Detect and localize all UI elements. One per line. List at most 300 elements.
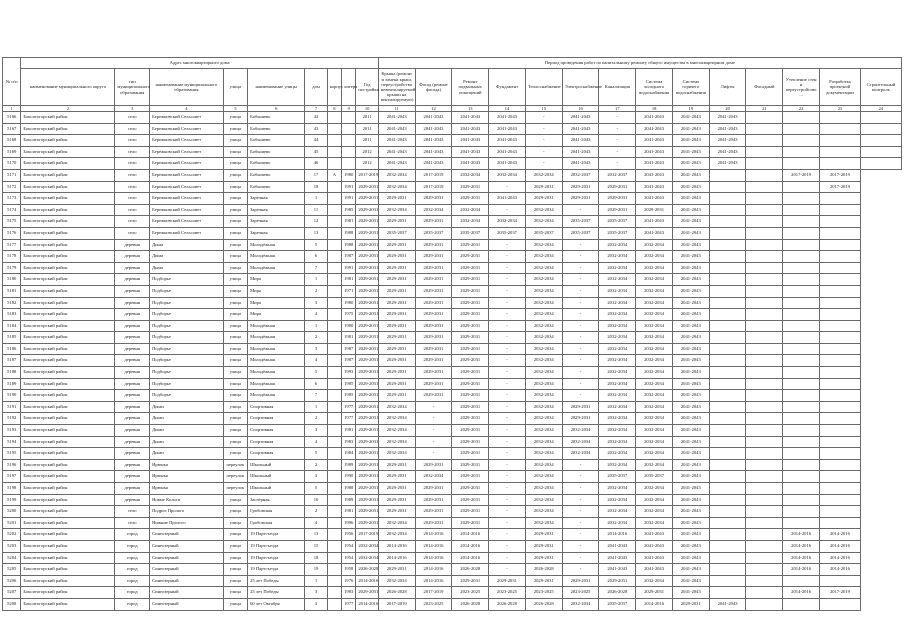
table-cell: улица	[223, 320, 248, 332]
table-cell: 2029-2031	[525, 575, 562, 587]
table-cell	[327, 506, 341, 518]
table-cell	[746, 587, 783, 599]
table-cell: деревня	[115, 425, 150, 437]
table-cell: 1977	[342, 401, 356, 413]
table-cell: 1981	[342, 425, 356, 437]
table-cell: 5200	[3, 506, 21, 518]
header-control: Строительный контроль	[860, 69, 901, 106]
table-cell	[327, 274, 341, 286]
table-cell: 2029-2031	[415, 239, 452, 251]
table-cell: 1993	[342, 367, 356, 379]
table-cell	[783, 367, 820, 379]
table-cell: -	[562, 552, 599, 564]
table-cell: 2041-2043	[636, 123, 673, 135]
table-cell: -	[489, 471, 526, 483]
table-cell: 5186	[3, 343, 21, 355]
table-cell: 2017-2019	[356, 529, 378, 541]
table-cell: 2032-2034	[599, 506, 636, 518]
table-row	[3, 262, 902, 274]
table-cell: Заречная	[248, 193, 305, 205]
table-cell: -	[489, 309, 526, 321]
table-cell: 5196	[3, 459, 21, 471]
table-cell	[820, 135, 861, 147]
table-cell	[783, 459, 820, 471]
table-cell: -	[489, 262, 526, 274]
table-cell: -	[489, 332, 526, 344]
table-cell: -	[599, 146, 636, 158]
table-cell: 2032-2034	[378, 448, 415, 460]
table-cell: 5180	[3, 274, 21, 286]
table-cell: 2032-2034	[599, 448, 636, 460]
table-cell: 2029-2031	[452, 390, 489, 402]
table-cell	[783, 216, 820, 228]
table-cell: 2029-2031	[378, 320, 415, 332]
table-cell: 13	[305, 227, 327, 239]
table-cell: 2032-2034	[636, 517, 673, 529]
table-row	[3, 332, 902, 344]
table-row	[3, 227, 902, 239]
table-cell: 2041-2043	[672, 320, 709, 332]
table-cell: 2032-2034	[636, 285, 673, 297]
housing-repair-table	[2, 57, 902, 611]
table-cell	[820, 274, 861, 286]
table-cell: 2035-2037	[599, 598, 636, 610]
header-canal: Канализация	[599, 69, 636, 106]
table-row	[3, 448, 902, 460]
table-cell: 2032-2034	[599, 367, 636, 379]
table-cell: 1983	[342, 587, 356, 599]
table-row	[3, 135, 902, 147]
table-cell	[820, 193, 861, 205]
table-cell: 2032-2034	[525, 390, 562, 402]
table-cell: 2029-2031	[356, 274, 378, 286]
table-cell	[783, 471, 820, 483]
table-cell: село	[115, 193, 150, 205]
column-number: 10	[356, 106, 378, 112]
table-cell: 2014-2016	[783, 587, 820, 599]
table-cell	[783, 378, 820, 390]
table-cell: Заозёрная	[248, 494, 305, 506]
table-row	[3, 529, 902, 541]
table-cell: 2029-2031	[452, 343, 489, 355]
table-cell	[783, 135, 820, 147]
table-cell: 16	[305, 494, 327, 506]
table-cell: 2014-2016	[415, 564, 452, 576]
table-cell: Бережковский Сельсовет	[150, 204, 224, 216]
table-cell: 1980	[342, 297, 356, 309]
table-cell: 2032-2034	[636, 355, 673, 367]
table-cell: 2041-2043	[489, 158, 526, 170]
table-cell: Молодёжная	[248, 251, 305, 263]
table-cell: 2032-2034	[525, 274, 562, 286]
table-cell	[783, 332, 820, 344]
table-cell: 2029-2031	[356, 413, 378, 425]
table-cell: Бокситогорский район	[21, 262, 115, 274]
table-cell: 2032-2034	[636, 448, 673, 460]
table-cell: 2032-2034	[636, 575, 673, 587]
table-cell: 2026-2028	[599, 587, 636, 599]
table-row	[3, 413, 902, 425]
table-cell: 2041-2043	[709, 598, 746, 610]
table-cell: 2041-2043	[636, 227, 673, 239]
table-cell: улица	[223, 564, 248, 576]
table-cell: 2026-2028	[452, 598, 489, 610]
table-cell: 2014-2016	[820, 564, 861, 576]
table-cell: 2029-2031	[489, 575, 526, 587]
table-cell	[860, 123, 901, 135]
header-heat: Теплоснабжение	[525, 69, 562, 106]
table-cell: 2029-2031	[525, 540, 562, 552]
table-cell: 2041-2043	[672, 251, 709, 263]
table-cell: 2032-2034	[415, 471, 452, 483]
table-cell	[783, 483, 820, 495]
table-cell: 2041-2043	[672, 135, 709, 147]
table-cell	[746, 123, 783, 135]
table-cell: 2032-2034	[599, 320, 636, 332]
table-cell: 2029-2031	[415, 459, 452, 471]
table-cell	[860, 135, 901, 147]
table-cell: Бокситогорский район	[21, 274, 115, 286]
table-cell: 5171	[3, 169, 21, 181]
table-cell: 2041-2043	[672, 506, 709, 518]
table-cell: 2041-2043	[672, 575, 709, 587]
table-cell: улица	[223, 204, 248, 216]
table-cell: 2041-2043	[672, 552, 709, 564]
column-number: 24	[860, 106, 901, 112]
table-cell: 3	[305, 297, 327, 309]
table-cell: 1996	[342, 517, 356, 529]
table-cell: -	[489, 425, 526, 437]
column-number: 21	[746, 106, 783, 112]
table-cell: Заречная	[248, 204, 305, 216]
table-cell: Ирюнья	[150, 471, 224, 483]
table-cell: улица	[223, 216, 248, 228]
table-cell	[860, 146, 901, 158]
table-cell: 2014-2016	[820, 552, 861, 564]
table-cell: 2032-2034	[599, 239, 636, 251]
table-cell: 2029-2031	[525, 529, 562, 541]
table-cell: 2041-2043	[709, 135, 746, 147]
table-cell	[709, 227, 746, 239]
table-cell	[709, 343, 746, 355]
table-cell: Синеозерный	[150, 587, 224, 599]
table-cell: 2029-2031	[356, 204, 378, 216]
table-cell: 1956	[342, 529, 356, 541]
table-cell: 2041-2043	[672, 227, 709, 239]
header-basement: Ремонт подвальных помещений	[452, 69, 489, 106]
column-number: 15	[525, 106, 562, 112]
table-cell: 2035-2037	[599, 216, 636, 228]
table-cell: Бокситогорский район	[21, 158, 115, 170]
table-cell: город	[115, 540, 150, 552]
table-cell: Мира	[248, 285, 305, 297]
table-cell: 2029-2031	[356, 494, 378, 506]
table-cell: улица	[223, 390, 248, 402]
table-cell: 2041-2043	[636, 158, 673, 170]
table-cell: 19	[305, 564, 327, 576]
table-cell	[746, 297, 783, 309]
table-cell: 1989	[342, 494, 356, 506]
table-cell: Бокситогорский район	[21, 390, 115, 402]
table-cell: 2041-2043	[672, 540, 709, 552]
table-cell: 2029-2031	[356, 309, 378, 321]
table-cell: 2014-2016	[415, 540, 452, 552]
table-cell: -	[562, 459, 599, 471]
header-foundation: Фундамент	[489, 69, 526, 106]
table-cell: 2029-2031	[415, 274, 452, 286]
table-cell: 2032-2034	[599, 425, 636, 437]
column-number: 5	[223, 106, 248, 112]
table-row	[3, 204, 902, 216]
table-cell: Бокситогорский район	[21, 343, 115, 355]
header-street-type: улица	[223, 69, 248, 106]
table-cell	[709, 436, 746, 448]
table-cell: 2032-2034	[525, 367, 562, 379]
table-cell: 2029-2031	[415, 343, 452, 355]
table-cell: Бокситогорский район	[21, 425, 115, 437]
table-cell: 2041-2043	[672, 332, 709, 344]
table-cell	[783, 123, 820, 135]
table-cell: 2026-2028	[489, 598, 526, 610]
table-cell: 2041-2043	[672, 146, 709, 158]
table-cell: 2041-2043	[636, 552, 673, 564]
table-cell: 2029-2031	[452, 517, 489, 529]
table-cell: 2041-2043	[709, 146, 746, 158]
table-cell: 5194	[3, 436, 21, 448]
table-cell: улица	[223, 378, 248, 390]
table-cell: улица	[223, 343, 248, 355]
table-cell: 1985	[342, 390, 356, 402]
table-cell: 3	[305, 598, 327, 610]
table-cell	[709, 517, 746, 529]
table-cell: -	[489, 448, 526, 460]
table-cell: 5201	[3, 517, 21, 529]
table-cell	[783, 413, 820, 425]
table-cell: 1981	[342, 216, 356, 228]
table-cell	[746, 506, 783, 518]
table-cell: 2035-2037	[599, 227, 636, 239]
table-cell	[709, 169, 746, 181]
table-cell	[746, 355, 783, 367]
table-row	[3, 390, 902, 402]
table-cell: 2032-2034	[599, 483, 636, 495]
table-cell: Подборье	[150, 297, 224, 309]
table-cell: Нижние Пролого	[150, 517, 224, 529]
table-cell	[746, 564, 783, 576]
table-cell: село	[115, 506, 150, 518]
table-cell: село	[115, 216, 150, 228]
table-cell: -	[562, 204, 599, 216]
table-cell	[746, 227, 783, 239]
table-cell	[327, 112, 341, 124]
table-cell: 5173	[3, 193, 21, 205]
table-cell: 2041-2043	[489, 135, 526, 147]
table-cell: 1	[305, 401, 327, 413]
table-cell: 1988	[342, 227, 356, 239]
table-cell: 2014-2016	[356, 575, 378, 587]
table-cell: село	[115, 181, 150, 193]
table-cell: 2035-2037	[562, 227, 599, 239]
table-cell	[709, 309, 746, 321]
table-cell	[746, 262, 783, 274]
table-cell: 2029-2031	[356, 425, 378, 437]
table-cell: 2032-2034	[636, 413, 673, 425]
column-number: 6	[248, 106, 305, 112]
table-cell: улица	[223, 239, 248, 251]
table-cell: 15	[305, 540, 327, 552]
table-cell: деревня	[115, 309, 150, 321]
table-cell: 2035-2037	[489, 227, 526, 239]
table-cell: 2014-2016	[452, 552, 489, 564]
table-cell: 1	[305, 575, 327, 587]
table-cell	[342, 112, 356, 124]
table-cell: 2035-2037	[562, 216, 599, 228]
table-cell: Дыми	[150, 425, 224, 437]
table-cell: 17	[305, 169, 327, 181]
table-cell	[746, 436, 783, 448]
table-cell: 5172	[3, 181, 21, 193]
table-cell: 5195	[3, 448, 21, 460]
table-cell: 19 Партсъезда	[248, 540, 305, 552]
table-cell: -	[525, 158, 562, 170]
table-cell: 2032-2034	[525, 378, 562, 390]
table-cell: 2032-2034	[452, 169, 489, 181]
table-cell: 5183	[3, 309, 21, 321]
table-cell: -	[525, 135, 562, 147]
table-cell	[820, 251, 861, 263]
table-cell	[709, 459, 746, 471]
table-cell	[709, 320, 746, 332]
table-cell: 2041-2043	[672, 390, 709, 402]
table-row	[3, 355, 902, 367]
table-cell	[709, 332, 746, 344]
table-cell	[820, 216, 861, 228]
table-cell: -	[562, 320, 599, 332]
table-cell: 2032-2034	[525, 309, 562, 321]
header-street-name: наименование улицы	[248, 69, 305, 106]
table-cell	[783, 401, 820, 413]
table-cell: 2029-2031	[599, 575, 636, 587]
table-cell: 2032-2034	[636, 343, 673, 355]
table-cell: улица	[223, 552, 248, 564]
table-cell: 2041-2043	[672, 169, 709, 181]
table-cell: Синеозерный	[150, 552, 224, 564]
table-cell	[709, 216, 746, 228]
table-cell: 2041-2043	[636, 529, 673, 541]
table-cell	[820, 506, 861, 518]
table-cell: 1989	[342, 459, 356, 471]
column-number: 16	[562, 106, 599, 112]
table-cell: 2029-2031	[356, 367, 378, 379]
header-electric: Электроснабжение	[562, 69, 599, 106]
table-cell: Бобышево	[248, 112, 305, 124]
table-cell: 2032-2034	[378, 413, 415, 425]
table-cell	[327, 227, 341, 239]
table-cell: 1991	[342, 193, 356, 205]
table-cell: 2029-2031	[356, 448, 378, 460]
table-cell	[820, 158, 861, 170]
table-cell: 2029-2031	[378, 251, 415, 263]
table-row	[3, 297, 902, 309]
table-cell: 2041-2043	[452, 158, 489, 170]
table-cell	[783, 517, 820, 529]
table-cell: 4	[305, 517, 327, 529]
table-cell	[746, 343, 783, 355]
table-cell: 2041-2043	[636, 169, 673, 181]
table-row	[3, 401, 902, 413]
table-cell: деревня	[115, 448, 150, 460]
table-cell: 2041-2043	[562, 135, 599, 147]
table-cell: 2014-2016	[452, 540, 489, 552]
table-cell: Новые Кологи	[150, 494, 224, 506]
table-cell: 2029-2031	[356, 587, 378, 599]
table-cell: 2029-2031	[415, 251, 452, 263]
table-cell: 5193	[3, 425, 21, 437]
table-cell: 2032-2034	[636, 425, 673, 437]
column-number: 4	[150, 106, 224, 112]
table-cell: деревня	[115, 367, 150, 379]
table-cell: 2041-2043	[672, 239, 709, 251]
table-cell: город	[115, 587, 150, 599]
table-cell: 5178	[3, 251, 21, 263]
table-cell: деревня	[115, 390, 150, 402]
column-number: 17	[599, 106, 636, 112]
table-cell: 5166	[3, 112, 21, 124]
table-cell	[820, 367, 861, 379]
table-cell: 2014-2016	[452, 529, 489, 541]
table-cell	[342, 135, 356, 147]
table-cell: 2029-2031	[562, 413, 599, 425]
table-cell: Школьный	[248, 459, 305, 471]
table-cell: 5175	[3, 216, 21, 228]
table-cell: 5207	[3, 587, 21, 599]
table-cell: деревня	[115, 251, 150, 263]
table-cell: 2023-2025	[525, 587, 562, 599]
table-cell	[860, 158, 901, 170]
table-cell: Спортивная	[248, 425, 305, 437]
table-cell: -	[489, 540, 526, 552]
table-cell: 5179	[3, 262, 21, 274]
table-cell	[746, 401, 783, 413]
table-cell: 1987	[342, 355, 356, 367]
table-cell	[783, 285, 820, 297]
table-cell	[746, 378, 783, 390]
table-cell: Подборье	[150, 343, 224, 355]
table-cell: 2032-2034	[525, 425, 562, 437]
table-row	[3, 540, 902, 552]
table-cell: село	[115, 135, 150, 147]
table-cell: Бокситогорский район	[21, 564, 115, 576]
table-cell: деревня	[115, 378, 150, 390]
table-cell: Бережковский Сельсовет	[150, 158, 224, 170]
table-cell	[746, 471, 783, 483]
table-cell	[709, 378, 746, 390]
table-cell: 2	[305, 506, 327, 518]
table-cell	[327, 146, 341, 158]
table-cell	[327, 436, 341, 448]
table-cell	[327, 587, 341, 599]
table-cell: 2035-2037	[525, 227, 562, 239]
table-cell: 2029-2031	[525, 181, 562, 193]
table-cell: 2029-2031	[599, 204, 636, 216]
column-number: 12	[415, 106, 452, 112]
table-cell: 2023-2025	[489, 587, 526, 599]
table-cell	[820, 239, 861, 251]
table-cell: Бокситогорский район	[21, 239, 115, 251]
table-cell: 5177	[3, 239, 21, 251]
table-cell	[327, 575, 341, 587]
table-cell: -	[562, 343, 599, 355]
